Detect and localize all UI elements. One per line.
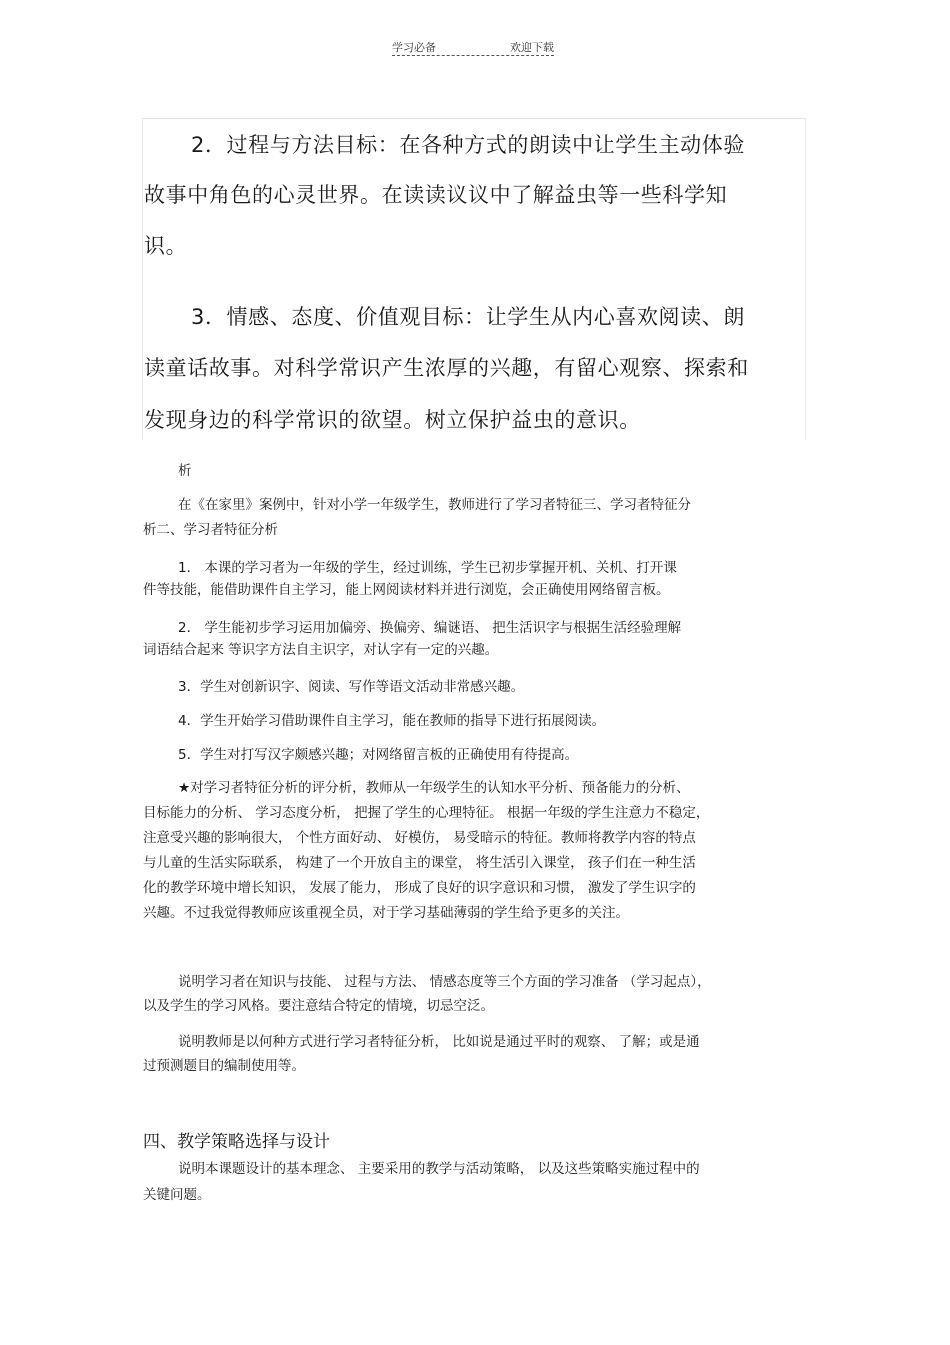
text-line: 说明本课题设计的基本理念、 主要采用的教学与活动策略， 以及这些策略实施过程中的 [178,1161,700,1177]
text-line: 关键问题。 [143,1187,211,1203]
goal-3-line-1: 3．情感、态度、价值观目标：让学生从内心喜欢阅读、朗 [191,305,745,329]
goals-box [142,118,806,440]
text-line: 目标能力的分析、 学习态度分析， 把握了学生的心理特征。 根据一年级的学生注意力不稳定， [143,805,710,821]
text-line: 5．学生对打写汉字颇感兴趣；对网络留言板的正确使用有待提高。 [178,747,579,763]
text-line: 3．学生对创新识字、阅读、写作等语文活动非常感兴趣。 [178,679,525,695]
text-line: 化的教学环境中增长知识， 发展了能力， 形成了良好的识字意识和习惯， 激发了学生识字的 [143,880,696,896]
text-line: 1． 本课的学习者为一年级的学生，经过训练，学生已初步掌握开机、关机、打开课 [178,560,677,576]
text-line: 注意受兴趣的影响很大， 个性方面好动、 好模仿， 易受暗示的特征。教师将教学内容的特点 [143,830,696,846]
goal-3-line-3: 发现身边的科学常识的欲望。树立保护益虫的意识。 [144,408,641,432]
text-line: 词语结合起来 等识字方法自主识字，对认字有一定的兴趣。 [143,642,499,658]
text-line: 过预测题目的编制使用等。 [143,1058,305,1074]
text-line: 以及学生的学习风格。要注意结合特定的情境，切忌空泛。 [143,998,494,1014]
header-rule [392,55,554,56]
goal-2-line-2: 故事中角色的心灵世界。在读读议议中了解益虫等一些科学知 [144,183,728,207]
header-left-text: 学习必备 [392,41,436,54]
text-line: 件等技能，能借助课件自主学习，能上网阅读材料并进行浏览，会正确使用网络留言板。 [143,582,670,598]
text-line: 2． 学生能初步学习运用加偏旁、换偏旁、编谜语、 把生活识字与根据生活经验理解 [178,620,682,636]
text-line: 析二、学习者特征分析 [143,522,278,538]
text-line: 析 [178,463,192,479]
text-line: 说明学习者在知识与技能、 过程与方法、 情感态度等三个方面的学习准备 （学习起点）， [178,974,711,990]
goal-2-line-1: 2．过程与方法目标：在各种方式的朗读中让学生主动体验 [191,133,745,157]
text-line: 与儿童的生活实际联系， 构建了一个开放自主的课堂， 将生活引入课堂， 孩子们在一种生活 [143,855,696,871]
page-header [392,39,554,59]
header-right-text: 欢迎下载 [510,41,554,54]
text-line: 说明教师是以何种方式进行学习者特征分析， 比如说是通过平时的观察、 了解；或是通 [178,1034,700,1050]
section-heading: 四、教学策略选择与设计 [143,1132,330,1152]
text-line: 4．学生开始学习借助课件自主学习，能在教师的指导下进行拓展阅读。 [178,713,606,729]
text-line: 在《在家里》案例中，针对小学一年级学生，教师进行了学习者特征三、学习者特征分 [178,497,691,513]
text-line: 兴趣。不过我觉得教师应该重视全员，对于学习基础薄弱的学生给予更多的关注。 [143,905,629,921]
goal-3-line-2: 读童话故事。对科学常识产生浓厚的兴趣，有留心观察、探索和 [144,356,749,380]
goal-2-line-3: 识。 [144,234,188,258]
text-line: ★对学习者特征分析的评分析，教师从一年级学生的认知水平分析、预备能力的分析、 [178,780,690,796]
